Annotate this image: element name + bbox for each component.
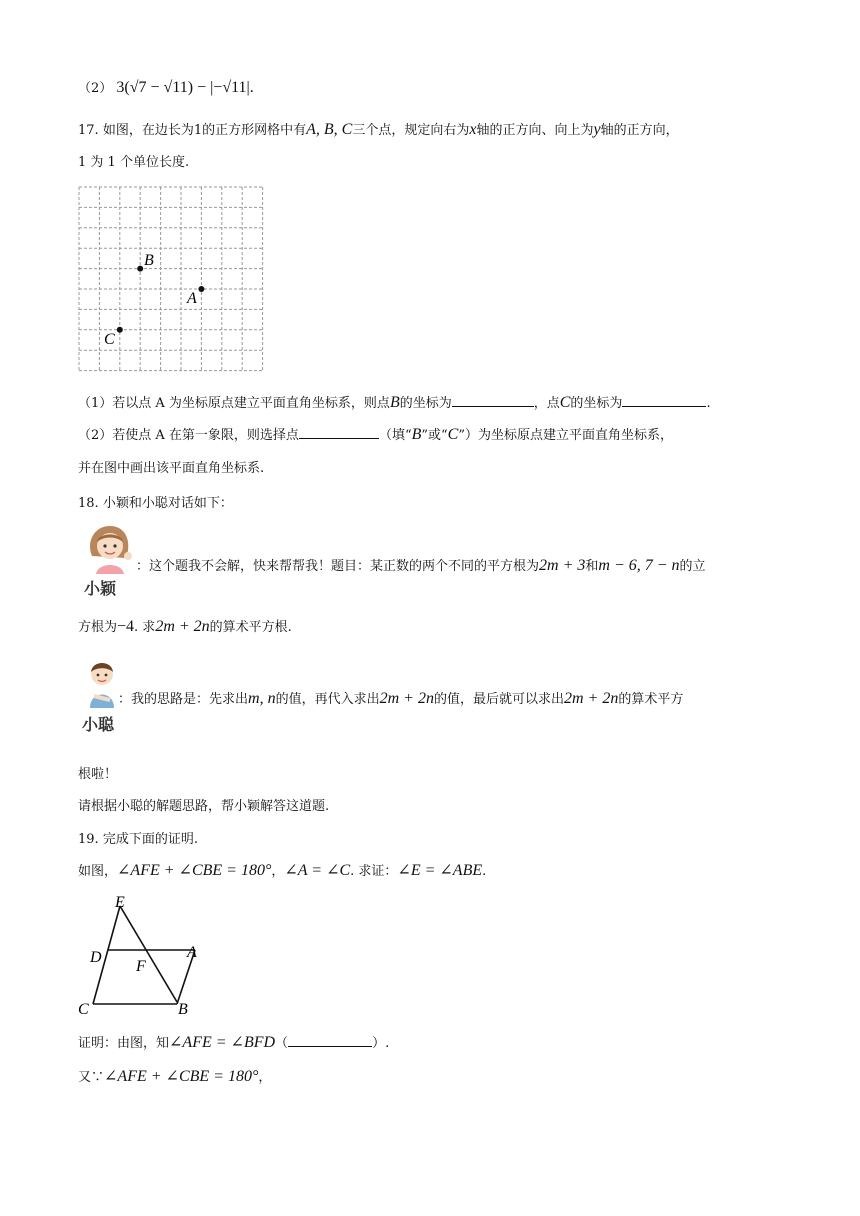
q17-text-line1: 17. 如图，在边长为1的正方形网格中有A, B, C三个点，规定向右为x轴的正方向、向上为y轴的正方向， [78, 121, 679, 138]
q17-text-line2: 1 为 1 个单位长度. [78, 155, 190, 170]
q17-part1: （1）若以点 A 为坐标原点建立平面直角坐标系，则点B的坐标为 ，点C的坐标为 . [78, 394, 711, 411]
fig-label-f: F [136, 958, 146, 975]
label-a: A [187, 290, 197, 307]
q17-part2-line2: 并在图中画出该平面直角坐标系. [78, 461, 265, 476]
fig-label-b: B [178, 1001, 188, 1018]
q18-title: 18. 小颖和小聪对话如下： [78, 496, 233, 511]
q17-part2: （2）若使点 A 在第一象限，则选择点 （填“B”或“C”）为坐标原点建立平面直角坐标系， [78, 426, 673, 443]
label-b: B [144, 252, 154, 269]
fig-label-d: D [90, 949, 102, 966]
q18-girl-line2: 方根为−4. 求2m + 2n的算术平方根. [78, 618, 292, 635]
q17-grid-figure [78, 186, 266, 372]
girl-name: 小颖 [84, 579, 117, 598]
point-a [198, 286, 204, 292]
answer-blank-c[interactable] [622, 396, 706, 407]
q16-part2-label: （2） [78, 81, 113, 96]
q18-number: 18. [78, 496, 99, 511]
q19-given: 如图，∠AFE + ∠CBE = 180°，∠A = ∠C. 求证：∠E = ∠ABE. [78, 862, 487, 879]
q19-title: 19. 完成下面的证明. [78, 832, 198, 847]
fig-label-a: A [187, 944, 197, 961]
q16-part2 [78, 77, 254, 97]
q19-proof-line2: 又∵∠AFE + ∠CBE = 180°， [78, 1068, 272, 1085]
q19-proof-line1: 证明：由图，知∠AFE = ∠BFD（ ）. [78, 1034, 390, 1051]
girl-avatar-icon [84, 522, 134, 576]
boy-name: 小聪 [82, 715, 115, 734]
q18-girl-line1: ：这个题我不会解，快来帮帮我！题目：某正数的两个不同的平方根为2m + 3和m − 6, 7 − n的立 [136, 557, 706, 574]
q18-boy-line1: ：我的思路是：先求出m, n的值，再代入求出2m + 2n的值，最后就可以求出2m + 2n的算术平方 [118, 690, 684, 707]
q17-number: 17. [78, 123, 99, 138]
q18-boy-line2: 根啦！ [78, 767, 118, 782]
point-b [137, 266, 143, 272]
q18-instruction: 请根据小聪的解题思路，帮小颖解答这道题. [78, 799, 330, 814]
fig-label-e: E [115, 894, 125, 911]
point-c [117, 327, 123, 333]
answer-blank-b[interactable] [452, 396, 534, 407]
label-c: C [104, 331, 115, 348]
q19-number: 19. [78, 832, 99, 847]
q16-part2-expression: 3(√7 − √11) − |−√11|. [116, 79, 254, 96]
q19-geometry-figure [76, 892, 206, 1018]
fig-label-c: C [78, 1001, 89, 1018]
boy-avatar-icon [84, 660, 120, 710]
proof-reason-blank[interactable] [288, 1036, 372, 1047]
answer-blank-origin[interactable] [299, 428, 379, 439]
